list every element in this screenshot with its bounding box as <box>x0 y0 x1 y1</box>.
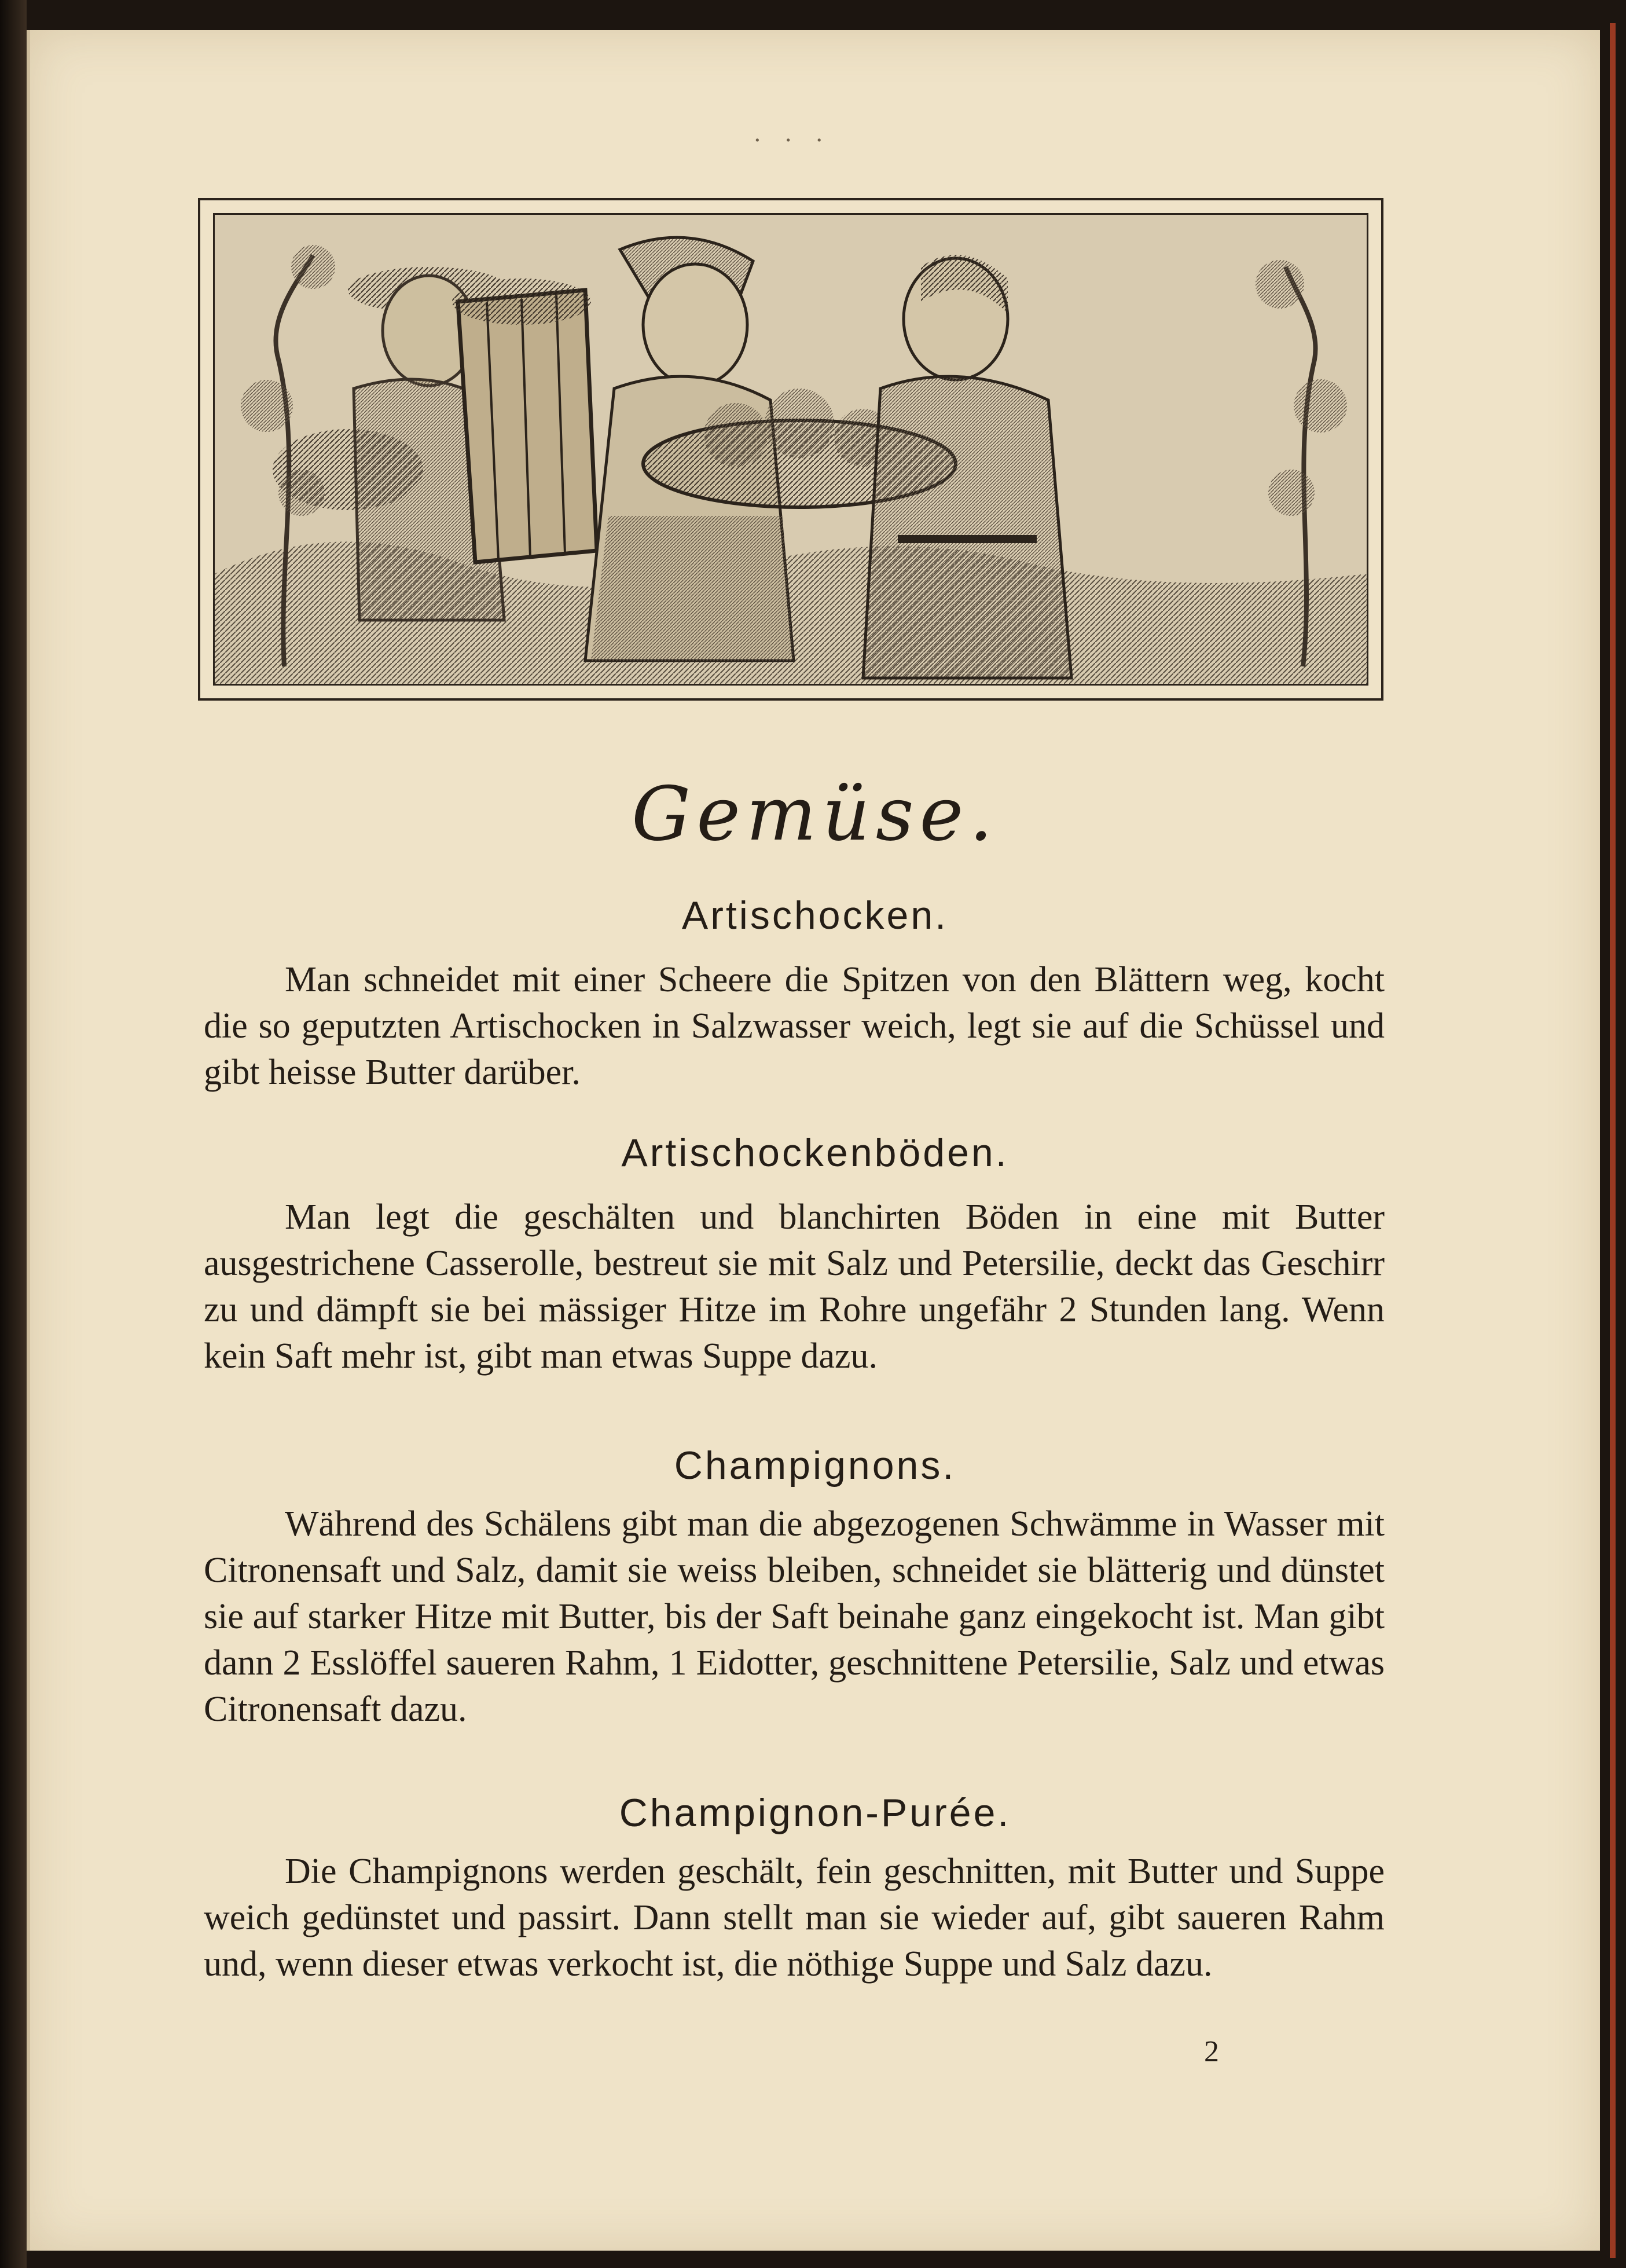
section-text-champignons: Während des Schälens gibt man die abgezogenen Schwämme in Wasser mit Citronensaft und Salz, damit sie weiss bleiben, schneidet sie blätterig und dünstet sie auf starker Hitze mit Butter, bis der Saft beinahe ganz eingekocht ist. Man gibt dann 2 Esslöffel saueren Rahm, 1 Eidotter, geschnittene Petersilie, Salz und etwas Citronensaft dazu. <box>204 1504 1385 1729</box>
printers-mark: · · · <box>754 127 831 154</box>
section-text-champignon-puree: Die Champignons werden geschält, fein geschnitten, mit Butter und Suppe weich gedünstet und passirt. Dann stellt man sie wieder auf, gibt saueren Rahm und, wenn dieser etwas verkocht ist, die nöthige Suppe und Salz dazu. <box>204 1852 1385 1984</box>
section-title-champignons: Champignons. <box>674 1443 956 1487</box>
section-text-artischockenboeden: Man legt die geschälten und blanchirten Böden in eine mit Butter ausgestrichene Casserolle, bestreut sie mit Salz und Petersilie, deckt das Geschirr zu und dämpft sie bei mässiger Hitze im Rohre ungefähr 2 Stunden lang. Wenn kein Saft mehr ist, gibt man etwas Suppe dazu. <box>204 1197 1385 1376</box>
section-text-artischocken: Man schneidet mit einer Scheere die Spitzen von den Blättern weg, kocht die so geputzten Artischocken in Salzwasser weich, legt sie auf die Schüssel und gibt heisse Butter darüber. <box>204 960 1385 1092</box>
illustration-frame <box>213 213 1368 686</box>
red-page-edge <box>1610 23 1616 2258</box>
vegetable-vendors-engraving <box>215 215 1367 684</box>
section-title-artischockenboeden: Artischockenböden. <box>621 1131 1009 1175</box>
header-illustration <box>198 198 1383 701</box>
book-spine <box>0 0 27 2268</box>
chapter-title: Gemüse. <box>632 771 999 858</box>
page-number: 2 <box>1204 2035 1219 2068</box>
section-title-artischocken: Artischocken. <box>681 893 949 937</box>
section-title-champignon-puree: Champignon-Purée. <box>619 1791 1011 1835</box>
book-page <box>27 30 1600 2251</box>
